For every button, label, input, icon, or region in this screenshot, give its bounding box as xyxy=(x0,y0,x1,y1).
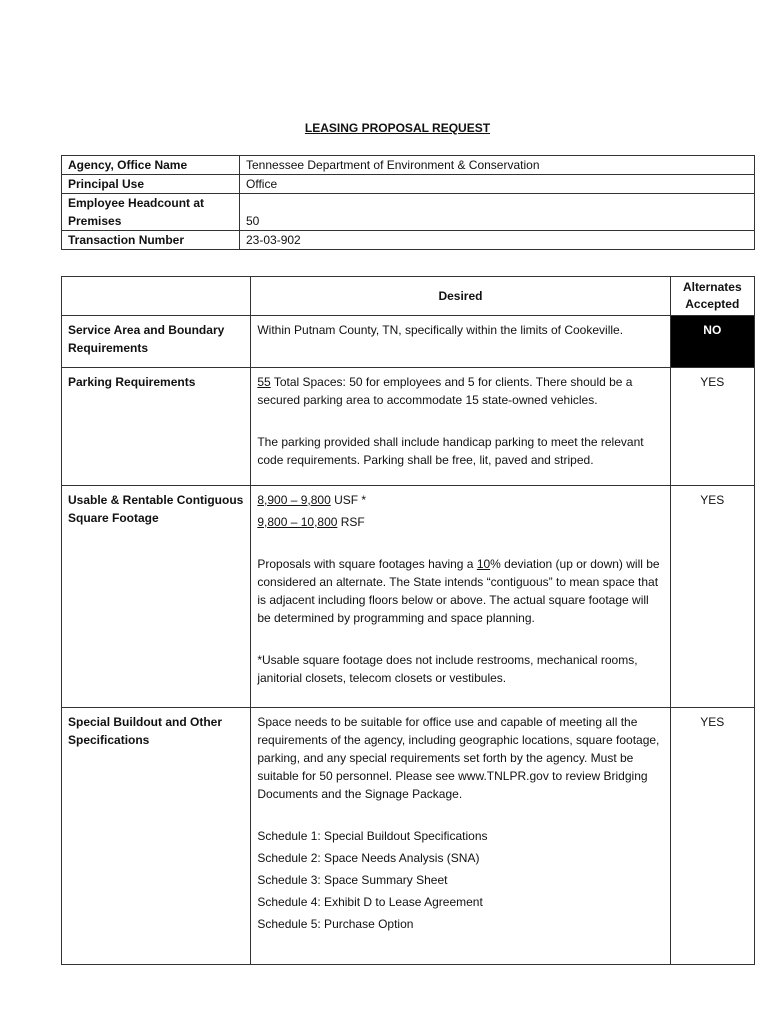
service-area-alt: NO xyxy=(670,316,754,368)
headcount-label-line2: Premises xyxy=(68,214,122,228)
schedule-item: Schedule 1: Special Buildout Specifications xyxy=(257,829,488,843)
parking-paragraph-1-text: Total Spaces: 50 for employees and 5 for clients. There should be a secured parking area to accommodate 15 state-owned vehicles. xyxy=(257,375,633,407)
buildout-desired xyxy=(251,708,670,965)
rsf-line xyxy=(257,513,663,531)
principal-use-label: Principal Use xyxy=(62,175,240,194)
schedule-item: Schedule 3: Space Summary Sheet xyxy=(257,873,448,887)
deviation-paragraph xyxy=(257,555,663,627)
schedule-item: Schedule 5: Purchase Option xyxy=(257,917,414,931)
table-row xyxy=(62,316,755,368)
header-alternates: Alternates Accepted xyxy=(670,277,754,316)
buildout-label: Special Buildout and Other Specifications xyxy=(62,708,251,965)
table-row xyxy=(62,231,755,250)
usf-line xyxy=(257,491,663,509)
service-area-desired: Within Putnam County, TN, specifically within the limits of Cookeville. xyxy=(251,316,670,368)
buildout-paragraph: Space needs to be suitable for office use and capable of meeting all the requirements of the agency, including geographic locations, square footage, parking, and any special requirements set forth by the agency. Must be suitable for 50 personnel. Please see www.TNLPR.gov to review Bridging Documents and the Signage Package. xyxy=(257,715,660,801)
headcount-label xyxy=(62,194,240,231)
header-empty xyxy=(62,277,251,316)
principal-use-value: Office xyxy=(240,175,755,194)
document-title: LEASING PROPOSAL REQUEST xyxy=(304,121,491,135)
schedule-item: Schedule 4: Exhibit D to Lease Agreement xyxy=(257,895,483,909)
table-row xyxy=(62,156,755,175)
headcount-label-line1: Employee Headcount at xyxy=(68,196,205,210)
transaction-label: Transaction Number xyxy=(62,231,240,250)
transaction-value: 23-03-902 xyxy=(240,231,755,250)
agency-value: Tennessee Department of Environment & Conservation xyxy=(240,156,755,175)
usf-unit: USF * xyxy=(330,493,367,507)
headcount-value: 50 xyxy=(240,194,755,231)
table-row xyxy=(62,175,755,194)
usable-note: *Usable square footage does not include restrooms, mechanical rooms, janitorial closets, telecom closets or vestibules. xyxy=(257,653,638,685)
agency-label: Agency, Office Name xyxy=(62,156,240,175)
table-row xyxy=(62,194,755,231)
square-footage-label: Usable & Rentable Contiguous Square Footage xyxy=(62,486,251,708)
deviation-text-pre: Proposals with square footages having a xyxy=(257,557,477,571)
agency-info-table xyxy=(61,155,755,250)
table-row xyxy=(62,486,755,708)
table-header-row xyxy=(62,277,755,316)
parking-alt: YES xyxy=(670,368,754,486)
table-row xyxy=(62,368,755,486)
rsf-unit: RSF xyxy=(337,515,365,529)
header-desired: Desired xyxy=(251,277,670,316)
parking-paragraph-2: The parking provided shall include handicap parking to meet the relevant code requirements. Parking shall be free, lit, paved and striped. xyxy=(257,435,644,467)
buildout-alt: YES xyxy=(670,708,754,965)
rsf-range: 9,800 – 10,800 xyxy=(257,515,338,529)
parking-desired xyxy=(251,368,670,486)
schedule-item: Schedule 2: Space Needs Analysis (SNA) xyxy=(257,851,480,865)
service-area-label: Service Area and Boundary Requirements xyxy=(62,316,251,368)
parking-label: Parking Requirements xyxy=(62,368,251,486)
requirements-table xyxy=(61,276,755,965)
table-row xyxy=(62,708,755,965)
deviation-percent: 10 xyxy=(476,557,491,571)
square-footage-alt: YES xyxy=(670,486,754,708)
parking-paragraph-1 xyxy=(257,373,663,409)
parking-total-spaces: 55 xyxy=(257,375,271,389)
deviation-text-post: % deviation (up or down) will be considered an alternate. The State intends “contiguous” to mean space that is adjacent including floors below or above. The actual square footage will be determined by programming and space planning. xyxy=(257,557,660,625)
usf-range: 8,900 – 9,800 xyxy=(257,493,331,507)
square-footage-desired xyxy=(251,486,670,708)
